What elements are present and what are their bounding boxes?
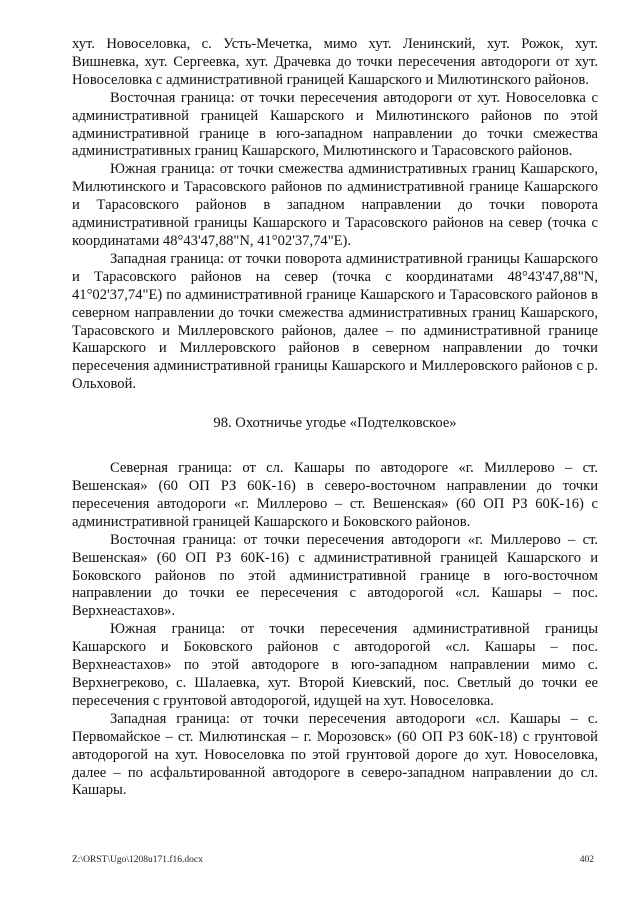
paragraph-north-boundary-98: Северная граница: от сл. Кашары по автодороге «г. Миллерово – ст. Вешенская» (60 ОП РЗ 60К-16) в северо-восточном направлении до точки пересечения автодороги «г. Миллерово – ст. Вешенская» (60 ОП РЗ 60К-16) с административной границей Кашарского и Боковского районов. bbox=[72, 460, 598, 530]
section-heading: 98. Охотничье угодье «Подтелковское» bbox=[213, 415, 457, 432]
paragraph-east-boundary-98: Восточная граница: от точки пересечения автодороги «г. Миллерово – ст. Вешенская» (60 ОП РЗ 60К-16) с административной границей Кашарского и Боковского районов по этой административной границе в юго-восточном направлении до точки ее пересечения с автодорогой «сл. Кашары – пос. Верхнеастахов». bbox=[72, 531, 598, 620]
paragraph-west-boundary-98: Западная граница: от точки пересечения автодороги «сл. Кашары – с. Первомайское – ст. Милютинская – г. Морозовск» (60 ОП РЗ 60К-18) с грунтовой автодорогой на хут. Новоселовка по этой грунтовой дороге до хут. Новоселовка, далее – по асфальтированной автодороге в северо-западном направлении до сл. Кашары. bbox=[72, 710, 598, 799]
paragraph-continuation: хут. Новоселовка, с. Усть-Мечетка, мимо хут. Ленинский, хут. Рожок, хут. Вишневка, хут. Сергеевка, хут. Драчевка до точки пересечения автодороги от хут. Новоселовка с административной границей Кашарского и Милютинского районов. bbox=[72, 36, 598, 88]
document-body bbox=[72, 36, 598, 800]
paragraph-south-boundary-98: Южная граница: от точки пересечения административной границы Кашарского и Боковского районов с автодорогой «сл. Кашары – пос. Верхнеастахов» по этой автодороге в юго-западном направлении мимо с. Верхнегреково, с. Шалаевка, хут. Второй Киевский, пос. Светлый до точки ее пересечения с грунтовой автодорогой, идущей на хут. Новоселовка. bbox=[72, 621, 598, 709]
footer-file-path: Z:\ORST\Ugo\1208u171.f16.docx bbox=[72, 855, 203, 865]
footer-page-number: 402 bbox=[579, 855, 594, 865]
paragraph-west-boundary: Западная граница: от точки поворота административной границы Кашарского и Тарасовского районов на север (точка с координатами 48°43'47,88"N, 41°02'37,74"E) по административной границе Кашарского и Тарасовского районов в северном направлении до точки смежества административных границ Кашарского, Тарасовского и Миллеровского районов, далее – по административной границе Кашарского и Миллеровского районов в северном направлении до точки пересечения административной границы Кашарского и Миллеровского районов с р. Ольховой. bbox=[72, 250, 598, 393]
paragraph-east-boundary: Восточная граница: от точки пересечения автодороги от хут. Новоселовка с административной границей Кашарского и Милютинского районов по этой административной границе в юго-западном направлении до точки смежества административных границ Кашарского, Милютинского и Тарасовского районов. bbox=[72, 89, 598, 160]
paragraph-south-boundary: Южная граница: от точки смежества административных границ Кашарского, Милютинского и Тарасовского районов по административной границе Кашарского и Тарасовского районов в западном направлении до точки поворота административной границы Кашарского и Тарасовского районов на север (точка с координатами 48°43'47,88"N, 41°02'37,74"E). bbox=[72, 161, 598, 249]
